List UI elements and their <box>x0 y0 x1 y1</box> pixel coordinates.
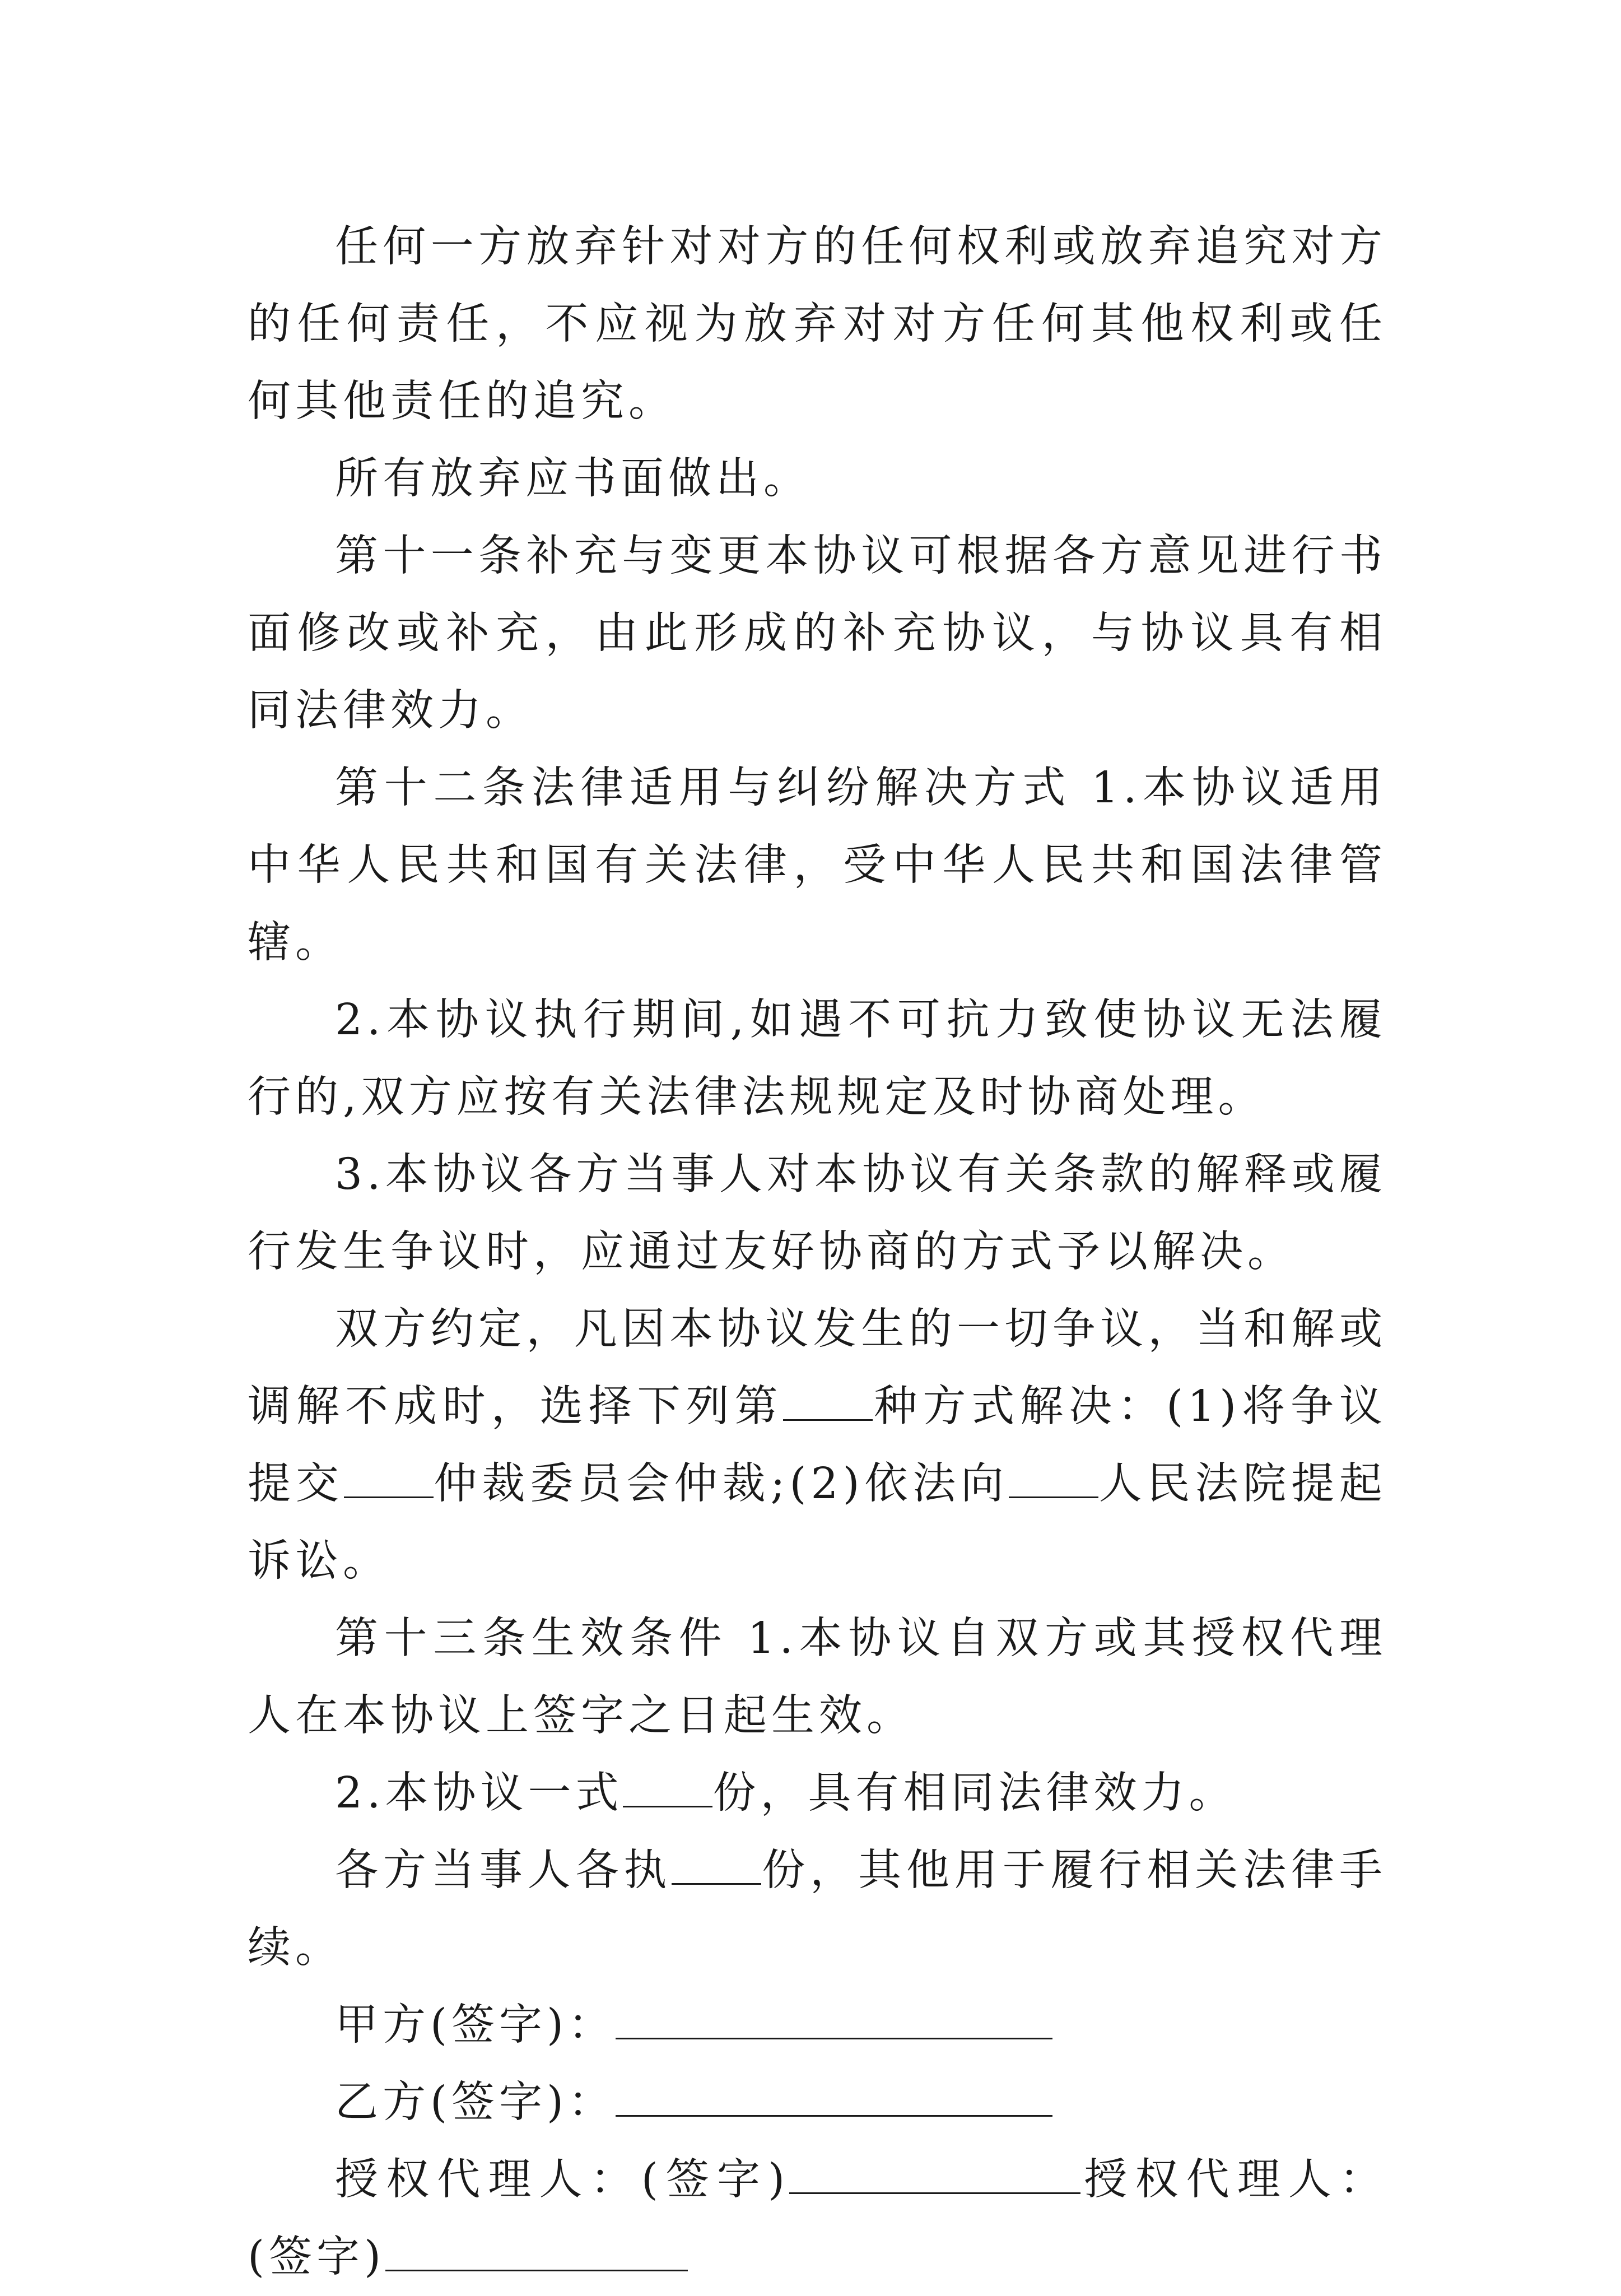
held-text-2: 份，其他用于履行相关法律手续。 <box>248 1846 1387 1973</box>
agent-1-signature-blank[interactable] <box>789 2158 1080 2194</box>
party-b-signature-label: 乙方(签字)： <box>335 2077 616 2127</box>
article-12-clause-2 <box>248 982 1387 1136</box>
copies-count-blank[interactable] <box>623 1771 712 1807</box>
copies-text-1: 2.本协议一式 <box>335 1768 623 1818</box>
dispute-text-2: 种方式解决：(1)将争议提交 <box>248 1382 1387 1509</box>
paragraph-waiver-text: 任何一方放弃针对对方的任何权利或放弃追究对方的任何责任，不应视为放弃对对方任何其他权利或任何其他责任的追究。 <box>248 222 1387 426</box>
article-12-clause-3-text: 3.本协议各方当事人对本协议有关条款的解释或履行发生争议时，应通过友好协商的方式予以解决。 <box>248 1150 1387 1277</box>
held-text-1: 各方当事人各执 <box>335 1846 672 1895</box>
method-number-blank[interactable] <box>783 1384 873 1421</box>
agents-signature-line <box>248 2141 1387 2296</box>
held-count-blank[interactable] <box>672 1848 761 1885</box>
article-12-clause-2-text: 2.本协议执行期间,如遇不可抗力致使协议无法履行的,双方应按有关法律法规规定及时协商处理。 <box>248 995 1387 1122</box>
article-13-clause-1 <box>248 1600 1387 1755</box>
article-11 <box>248 518 1387 750</box>
party-b-signature-blank[interactable] <box>616 2080 1052 2117</box>
article-12-clause-3 <box>248 1136 1387 1291</box>
party-a-signature-blank[interactable] <box>616 2003 1052 2039</box>
article-12-clause-1 <box>248 750 1387 982</box>
agent-2-signature-label: 授权代理人：(签字) <box>248 2155 1387 2282</box>
paragraph-waiver-written-text: 所有放弃应书面做出。 <box>335 454 811 504</box>
paragraph-waiver-written <box>248 440 1387 518</box>
dispute-text-4: 人民法院提起诉讼。 <box>248 1459 1387 1586</box>
agent-2-signature-blank[interactable] <box>385 2235 688 2271</box>
court-name-blank[interactable] <box>1009 1462 1098 1498</box>
paragraph-waiver <box>248 208 1387 440</box>
dispute-text-3: 仲裁委员会仲裁;(2)依法向 <box>433 1459 1009 1509</box>
party-a-signature-line <box>248 1987 1387 2064</box>
arbitration-commission-blank[interactable] <box>344 1462 434 1498</box>
party-a-signature-label: 甲方(签字)： <box>335 2000 616 2050</box>
article-13-clause-1-text: 第十三条生效条件 1.本协议自双方或其授权代理人在本协议上签字之日起生效。 <box>248 1614 1387 1741</box>
copies-held-paragraph <box>248 1832 1387 1987</box>
article-11-text: 第十一条补充与变更本协议可根据各方意见进行书面修改或补充，由此形成的补充协议，与协议具有相同法律效力。 <box>248 531 1387 736</box>
copies-text-2: 份，具有相同法律效力。 <box>712 1768 1237 1818</box>
article-13-clause-2 <box>248 1755 1387 1832</box>
agent-1-signature-label: 授权代理人：(签字) <box>335 2155 790 2205</box>
party-b-signature-line <box>248 2064 1387 2141</box>
dispute-text-1: 双方约定，凡因本协议发生的一切争议，当和解或调解不成时，选择下列第 <box>248 1304 1387 1431</box>
document-body <box>248 208 1387 2296</box>
dispute-resolution-paragraph <box>248 1291 1387 1600</box>
article-12-clause-1-text: 第十二条法律适用与纠纷解决方式 1.本协议适用中华人民共和国有关法律，受中华人民共和国法律管辖。 <box>248 763 1387 968</box>
